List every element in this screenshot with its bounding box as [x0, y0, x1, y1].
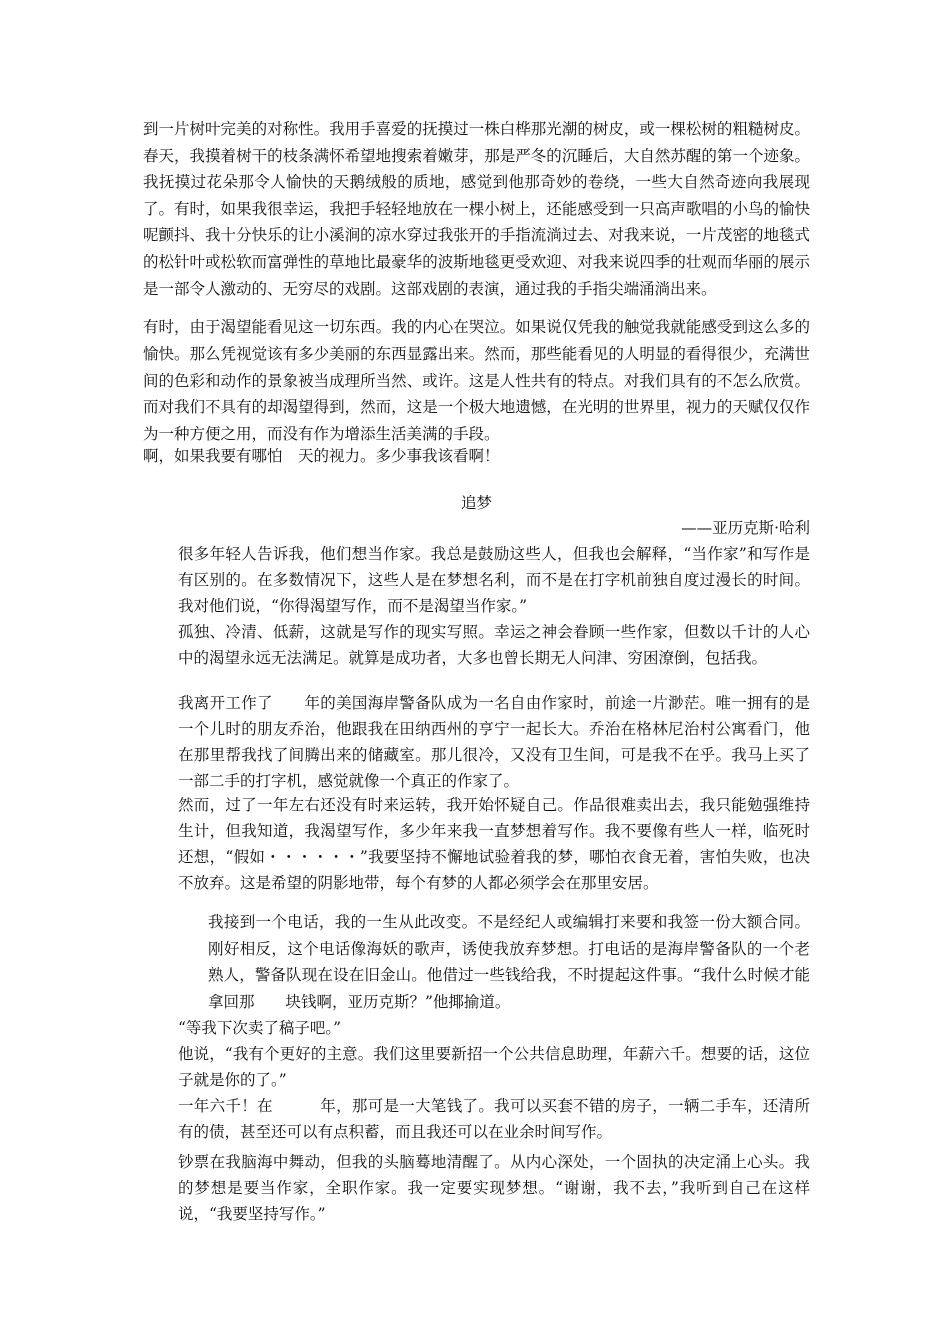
essay2-paragraph-4: 然而，过了一年左右还没有时来运转，我开始怀疑自己。作品很难卖出去，我只能勉强维持生计，但我知道，我渴望写作，多少年来我一直梦想着写作。我不要像有些人一样，临死时还想，“假如・・・・・・”我要坚持不懈地试验着我的梦，哪怕衣食无着，害怕失败，也决不放弃。这是希望的阴影地带，每个有梦的人都必须学会在那里安居。 — [178, 796, 810, 892]
essay2-paragraph-9: 钞票在我脑海中舞动，但我的头脑蓦地清醒了。从内心深处，一个固执的决定涌上心头。我的梦想是要当作家，全职作家。我一定要实现梦想。“谢谢，我不去，”我听到自己在这样说，“我要坚持写作。” — [178, 1153, 810, 1223]
essay2-paragraph-7: 他说，“我有个更好的主意。我们这里要新招一个公共信息助理，年薪六千。想要的话，这位子就是你的了。” — [178, 1045, 810, 1089]
essay2-paragraph-3: 我离开工作了 年的美国海岸警备队成为一名自由作家时，前途一片渺茫。唯一拥有的是一个儿时的朋友乔治，他跟我在田纳西州的亨宁一起长大。乔治在格林尼治村公寓看门，他在那里帮我找了间腾出来的储藏室。那儿很冷，又没有卫生间，可是我不在乎。我马上买了一部二手的打字机，感觉就像一个真正的作家了。 — [178, 694, 810, 790]
essay1-paragraph-2: 有时，由于渴望能看见这一切东西。我的内心在哭泣。如果说仅凭我的触觉我就能感受到这么多的愉快。那么凭视觉该有多少美丽的东西显露出来。然而，那些能看见的人明显的看得很少，充满世间的色彩和动作的景象被当成理所当然、或许。这是人性共有的特点。对我们具有的不怎么欣赏。而对我们不具有的却渴望得到，然而，这是一个极大地遗憾，在光明的世界里，视力的天赋仅仅作为一种方便之用，而没有作为增添生活美满的手段。 — [143, 318, 810, 444]
essay2-paragraph-6: “等我下次卖了稿子吧。” — [178, 1019, 342, 1037]
essay2-paragraph-1: 很多年轻人告诉我，他们想当作家。我总是鼓励这些人，但我也会解释，“当作家”和写作是有区别的。在多数情况下，这些人是在梦想名利，而不是在打字机前独自度过漫长的时间。我对他们说，“你得渴望写作，而不是渴望当作家。” — [178, 545, 810, 615]
essay1-paragraph-3: 啊，如果我要有哪怕 天的视力。多少事我该看啊！ — [143, 447, 500, 465]
essay2-author: ——亚历克斯·哈利 — [681, 519, 810, 537]
essay2-paragraph-2: 孤独、冷清、低薪，这就是写作的现实写照。幸运之神会眷顾一些作家，但数以千计的人心中的渴望永远无法满足。就算是成功者，大多也曾长期无人问津、穷困潦倒，包括我。 — [178, 623, 810, 667]
essay1-paragraph-1: 到一片树叶完美的对称性。我用手喜爱的抚摸过一株白桦那光潮的树皮，或一棵松树的粗糙树皮。春天，我摸着树干的枝条满怀希望地搜索着嫩芽，那是严冬的沉睡后，大自然苏醒的第一个迹象。我抚摸过花朵那令人愉快的天鹅绒般的质地，感觉到他那奇妙的卷绕，一些大自然奇迹向我展现了。有时，如果我很幸运，我把手轻轻地放在一棵小树上，还能感受到一只高声歌唱的小鸟的愉快呢颤抖、我十分快乐的让小溪涧的凉水穿过我张开的手指流淌过去、对我来说，一片茂密的地毯式的松针叶或松软而富弹性的草地比最豪华的波斯地毯更受欢迎、对我来说四季的壮观而华丽的展示是一部令人激动的、无穷尽的戏剧。这部戏剧的表演，通过我的手指尖端涌淌出来。 — [143, 120, 810, 298]
essay2-title: 追梦 — [460, 494, 492, 512]
essay2-paragraph-5: 我接到一个电话，我的一生从此改变。不是经纪人或编辑打来要和我签一份大额合同。刚好相反，这个电话像海妖的歌声，诱使我放弃梦想。打电话的是海岸警备队的一个老熟人，警备队现在设在旧金山。他借过一些钱给我，不时提起这件事。“我什么时候才能拿回那 块钱啊，亚历克斯？”他揶揄道。 — [208, 913, 810, 1011]
essay2-paragraph-8: 一年六千！在 年，那可是一大笔钱了。我可以买套不错的房子，一辆二手车，还清所有的债，甚至还可以有点积蓄，而且我还可以在业余时间写作。 — [178, 1097, 810, 1141]
